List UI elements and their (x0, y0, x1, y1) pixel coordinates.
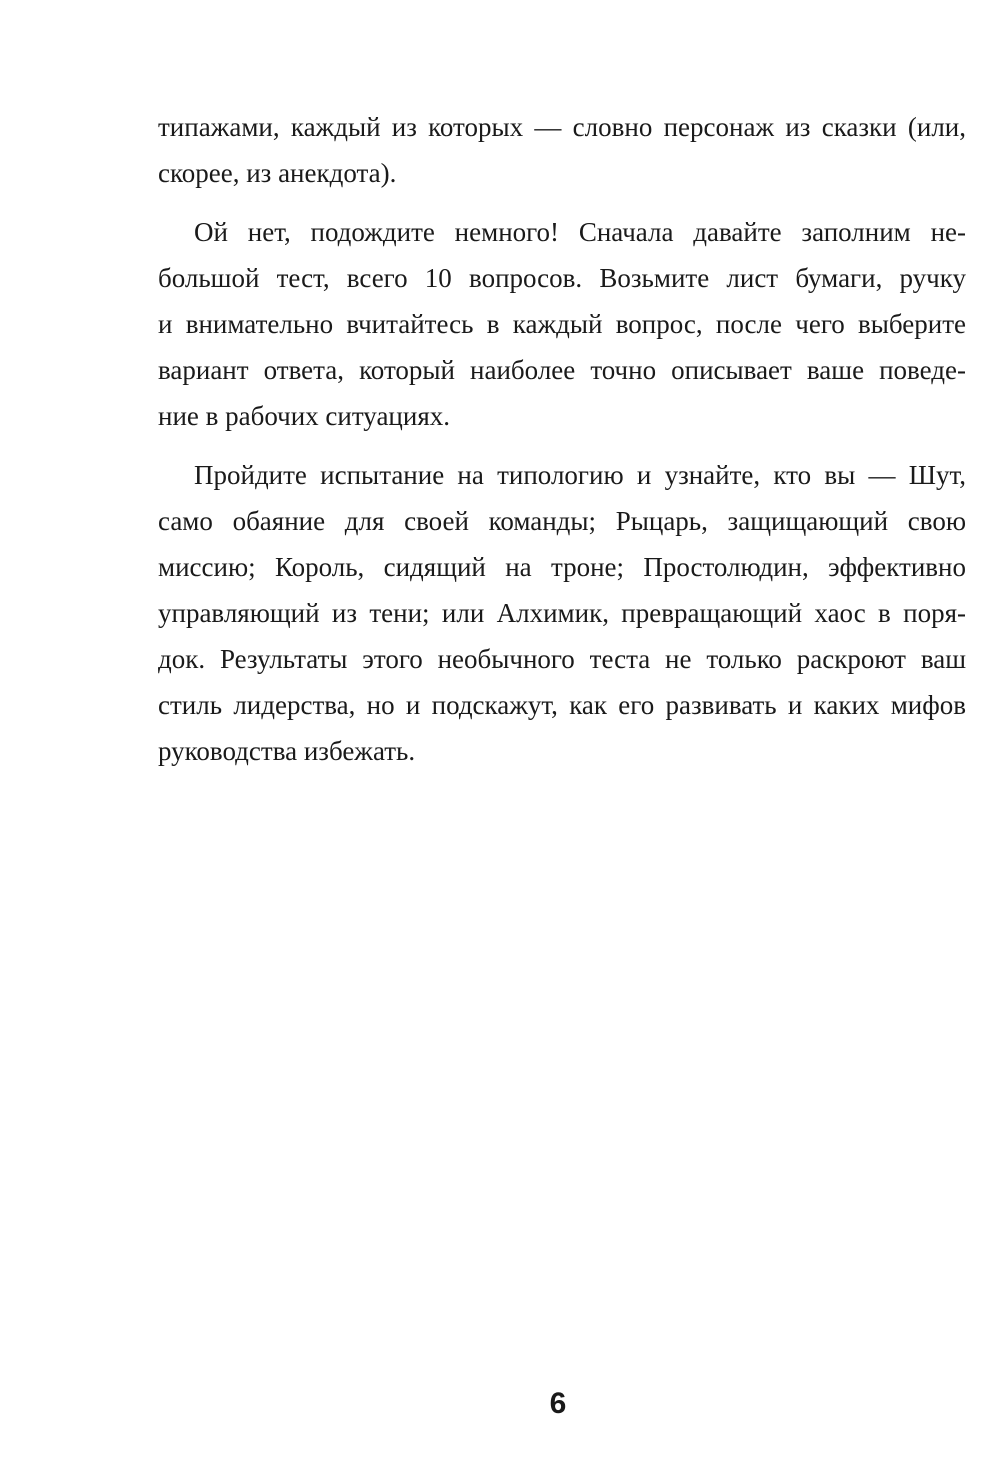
text-line: Ой нет, подождите немного! Сначала давайте заполним не- (194, 217, 966, 247)
text-line: скорее, из анекдота). (158, 158, 397, 188)
text-line: док. Результаты этого необычного теста не только раскроют ваш (158, 644, 966, 674)
paragraph-gap (158, 196, 966, 209)
text-line: управляющий из тени; или Алхимик, превращающий хаос в поря- (158, 598, 966, 628)
paragraph-2 (158, 209, 966, 439)
body-text (158, 104, 966, 774)
text-line: руководства избежать. (158, 736, 416, 766)
text-line: Пройдите испытание на типологию и узнайте, кто вы — Шут, (194, 460, 966, 490)
text-line: стиль лидерства, но и подскажут, как его развивать и каких мифов (158, 690, 966, 720)
page-number: 6 (549, 1387, 567, 1420)
text-line: большой тест, всего 10 вопросов. Возьмите лист бумаги, ручку (158, 263, 966, 293)
text-line: типажами, каждый из которых — словно персонаж из сказки (или, (158, 112, 966, 142)
text-line: ние в рабочих ситуациях. (158, 401, 451, 431)
text-line: вариант ответа, который наиболее точно описывает ваше поведе- (158, 355, 966, 385)
text-line: миссию; Король, сидящий на троне; Простолюдин, эффективно (158, 552, 966, 582)
text-line: и внимательно вчитайтесь в каждый вопрос, после чего выберите (158, 309, 966, 339)
paragraph-1 (158, 104, 966, 196)
text-line: само обаяние для своей команды; Рыцарь, защищающий свою (158, 506, 966, 536)
paragraph-gap (158, 439, 966, 452)
paragraph-3 (158, 452, 966, 774)
